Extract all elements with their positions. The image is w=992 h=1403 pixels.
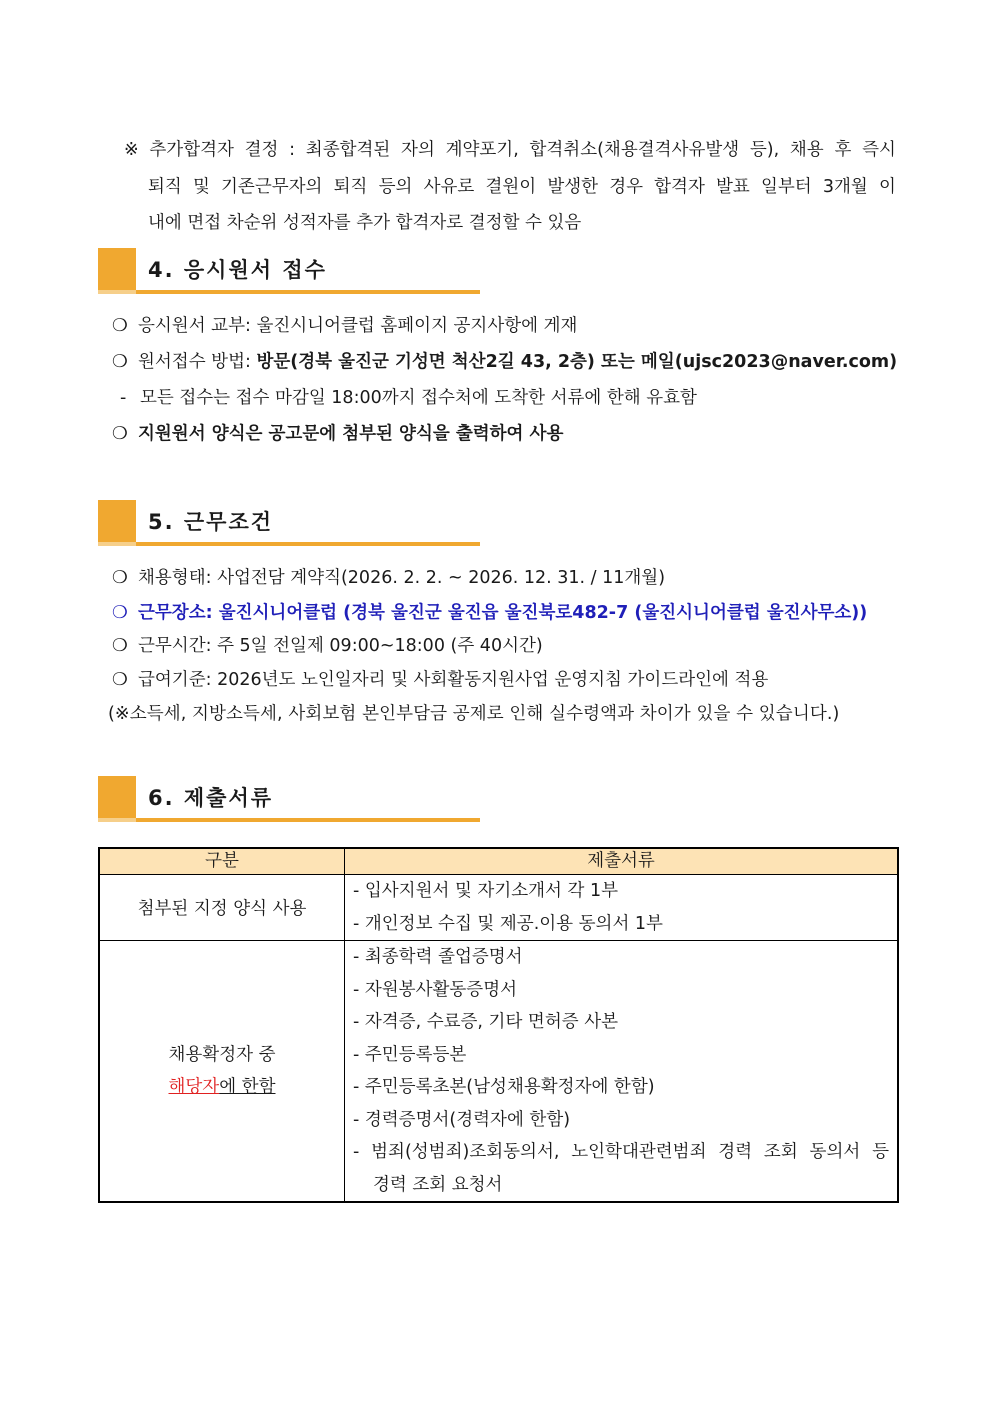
header-documents: 제출서류 xyxy=(345,848,899,875)
section-accent-bar xyxy=(98,500,136,542)
note-word: 결원이 xyxy=(485,176,537,197)
document-word: 노인학대관련범죄 xyxy=(571,1142,707,1162)
item-bold-text: 지원원서 양식은 공고문에 첨부된 양식을 출력하여 사용 xyxy=(138,424,564,444)
row-category xyxy=(99,941,345,1203)
s4-item-3 xyxy=(120,386,697,410)
section-6-header xyxy=(98,776,480,826)
note-word: 및 xyxy=(192,176,210,197)
section-underline xyxy=(136,542,480,546)
note-word: 3개월 xyxy=(822,176,868,197)
required-documents-table xyxy=(98,847,899,1203)
category-line: 채용확정자 중 xyxy=(168,1045,276,1065)
note-word: 추가합격자 xyxy=(149,140,234,160)
note-word: 퇴직 xyxy=(148,176,182,197)
circle-bullet-icon: ❍ xyxy=(112,352,128,372)
note-line-2 xyxy=(124,169,896,206)
note-word: 계약포기, xyxy=(445,140,519,160)
note-word: 채용 xyxy=(789,140,824,160)
note-word: 경우 xyxy=(609,176,643,197)
section-underline xyxy=(136,290,480,294)
circle-bullet-icon: ❍ xyxy=(112,636,128,656)
s5-item-2 xyxy=(112,601,867,625)
document-item: - 최종학력 졸업증명서 xyxy=(353,947,523,967)
document-item: - 주민등록초본(남성채용확정자에 한함) xyxy=(353,1077,655,1097)
table-row xyxy=(99,941,898,1203)
note-word: 결정 xyxy=(244,140,279,160)
document-word: 등 xyxy=(872,1142,889,1162)
note-word: 최종합격된 xyxy=(305,140,391,160)
section-accent-bar-shadow xyxy=(98,542,136,546)
highlighted-term: 해당자 xyxy=(168,1077,220,1097)
circle-bullet-icon: ❍ xyxy=(112,670,128,690)
section-accent-bar-shadow xyxy=(98,290,136,294)
s5-item-3 xyxy=(112,634,543,658)
circle-bullet-icon: ❍ xyxy=(112,316,128,336)
s4-item-2 xyxy=(112,350,897,374)
note-word: 발생한 xyxy=(547,176,599,197)
document-item-continued: 경력 조회 요청서 xyxy=(373,1174,503,1195)
note-word: 이 xyxy=(878,176,896,197)
note-word: 등의 xyxy=(378,176,413,197)
item-bold-text: 방문(경북 울진군 기성면 척산2길 43, 2층) 또는 메일(ujsc2023@naver.com) xyxy=(256,352,898,372)
section-accent-bar xyxy=(98,776,136,818)
s5-item-4 xyxy=(112,668,768,692)
note-word: 일부터 xyxy=(761,176,812,197)
note-word: 자의 xyxy=(401,140,435,160)
document-word: 경력 xyxy=(718,1142,753,1162)
note-word: 즉시 xyxy=(862,140,896,160)
section-underline xyxy=(136,818,480,822)
row-documents xyxy=(345,941,899,1203)
table-header-row xyxy=(99,848,898,875)
s5-footnote: (※소득세, 지방소득세, 사회보험 본인부담금 공제로 인해 실수령액과 차이가 있을 수 있습니다.) xyxy=(108,704,840,724)
document-word: 조회 xyxy=(763,1142,798,1162)
item-text: 근무시간: 주 5일 전일제 09:00~18:00 (주 40시간) xyxy=(138,636,543,656)
section-accent-bar-shadow xyxy=(98,818,136,822)
document-item: - 자원봉사활동증명서 xyxy=(353,979,518,1000)
section-title: 5. 근무조건 xyxy=(148,510,274,534)
section-5-header xyxy=(98,500,480,550)
note-word: 등), xyxy=(749,140,780,160)
item-text: 채용형태: 사업전담 계약직(2026. 2. 2. ~ 2026. 12. 31. / 11개월) xyxy=(138,568,666,588)
note-word: ※ xyxy=(124,140,139,160)
document-word: 동의서 xyxy=(809,1142,861,1162)
note-line-1 xyxy=(124,132,896,169)
note-word: 합격취소(채용결격사유발생 xyxy=(529,140,740,160)
note-word: 퇴직 xyxy=(333,176,368,197)
s4-item-1 xyxy=(112,314,577,338)
note-word: 발표 xyxy=(716,176,750,197)
document-item: - 경력증명서(경력자에 한함) xyxy=(353,1109,571,1130)
circle-bullet-icon: ❍ xyxy=(112,424,128,444)
section-4-header xyxy=(98,248,480,298)
document-word: 범죄(성범죄)조회동의서, xyxy=(371,1142,560,1162)
section-accent-bar xyxy=(98,248,136,290)
note-line-3: 내에 면접 차순위 성적자를 추가 합격자로 결정할 수 있음 xyxy=(148,213,582,233)
item-text: 모든 접수는 접수 마감일 18:00까지 접수처에 도착한 서류에 한해 유효함 xyxy=(140,388,697,408)
document-item: - 입사지원서 및 자기소개서 각 1부 xyxy=(353,881,619,901)
s4-item-4 xyxy=(112,422,563,446)
note-word: 합격자 xyxy=(654,176,705,197)
note-word: 기존근무자의 xyxy=(221,176,323,197)
additional-pass-note xyxy=(124,132,896,242)
row-category: 첨부된 지정 양식 사용 xyxy=(99,875,345,941)
section-title: 4. 응시원서 접수 xyxy=(148,258,327,282)
circle-bullet-icon: ❍ xyxy=(112,603,128,623)
document-item: - 주민등록등본 xyxy=(353,1044,467,1065)
note-word: 사유로 xyxy=(423,176,475,197)
note-word: : xyxy=(289,140,296,160)
document-item: - 개인정보 수집 및 제공.이용 동의서 1부 xyxy=(353,913,663,934)
item-label: 원서접수 방법: xyxy=(138,352,257,372)
category-rest: 에 한함 xyxy=(219,1077,276,1097)
document-item: - 자격증, 수료증, 기타 면허증 사본 xyxy=(353,1012,619,1032)
item-text: 근무장소: 울진시니어클럽 (경북 울진군 울진읍 울진북로482-7 (울진시니어클럽 울진사무소)) xyxy=(138,603,868,623)
circle-bullet-icon: ❍ xyxy=(112,568,128,588)
dash-bullet: - xyxy=(120,388,127,408)
s5-item-1 xyxy=(112,566,665,590)
item-text: 급여기준: 2026년도 노인일자리 및 사회활동지원사업 운영지침 가이드라인에 적용 xyxy=(138,670,769,690)
table-row xyxy=(99,875,898,941)
document-word: - xyxy=(353,1142,360,1162)
category-line xyxy=(100,1071,344,1103)
document-item xyxy=(353,1136,897,1169)
header-category: 구분 xyxy=(99,848,345,875)
section-title: 6. 제출서류 xyxy=(148,786,274,810)
note-word: 후 xyxy=(834,140,852,160)
row-documents xyxy=(345,875,899,941)
item-text: 응시원서 교부: 울진시니어클럽 홈페이지 공지사항에 게재 xyxy=(138,316,578,336)
